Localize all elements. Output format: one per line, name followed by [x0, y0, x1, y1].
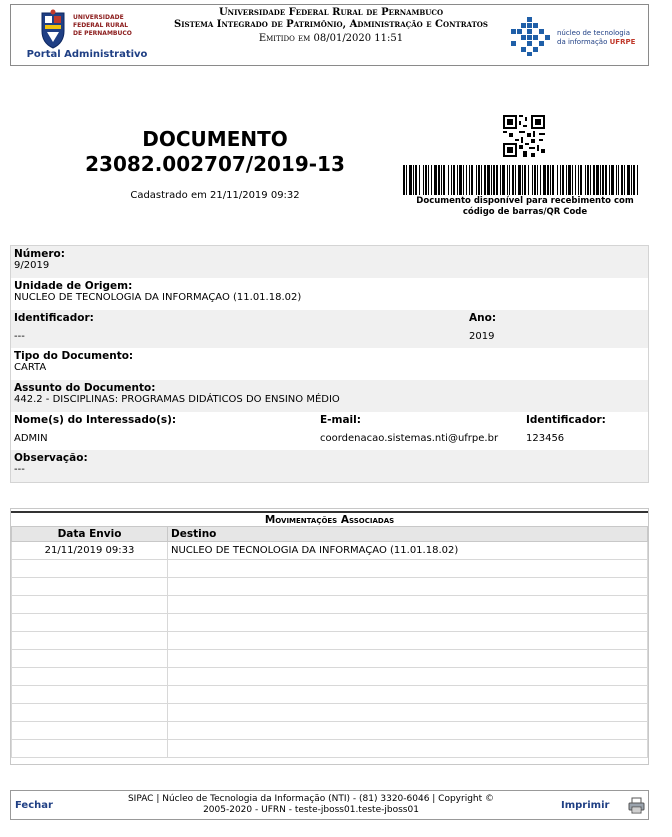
row-tipo: [11, 348, 648, 380]
assunto-label: Assunto do Documento:: [14, 382, 156, 394]
page-footer: [10, 790, 649, 820]
header-titles: [161, 7, 501, 45]
row-assunto: [11, 380, 648, 412]
col-date-header: Data Envio: [12, 527, 168, 542]
page-header: [10, 4, 649, 66]
identificador2-value: 123456: [526, 433, 565, 444]
empty-row: [12, 722, 648, 740]
nti-name: núcleo de tecnologia da informação UFRPE: [557, 29, 636, 46]
emitted-date: Emitido em 08/01/2020 11:51: [258, 33, 404, 44]
document-label: DOCUMENTO: [142, 127, 288, 151]
interessado-value: ADMIN: [14, 433, 48, 444]
empty-row: [12, 686, 648, 704]
empty-row: [12, 650, 648, 668]
identificador-value: ---: [14, 331, 25, 342]
identificador2-label: Identificador:: [526, 414, 606, 426]
numero-value: 9/2019: [14, 260, 50, 271]
row-date: 21/11/2019 09:33: [12, 542, 168, 560]
ano-value: 2019: [469, 331, 495, 342]
qr-code-icon: [503, 115, 545, 157]
document-number: 23082.002707/2019-13: [85, 152, 345, 176]
system-title: Sistema Integrado de Patrimônio, Administração e Contratos: [174, 19, 488, 30]
interessado-label: Nome(s) do Interessado(s):: [14, 414, 177, 426]
nti-logo-icon: [509, 15, 551, 57]
observacao-value: ---: [14, 464, 25, 475]
empty-row: [12, 704, 648, 722]
email-label: E-mail:: [320, 414, 361, 426]
observacao-label: Observação:: [14, 452, 88, 464]
barcode-caption: Documento disponível para recebimento com código de barras/QR Code: [416, 196, 634, 217]
identificador-label: Identificador:: [14, 312, 94, 324]
empty-row: [12, 632, 648, 650]
ufrpe-logo: [11, 5, 155, 65]
empty-row: [12, 596, 648, 614]
document-details: [10, 245, 649, 483]
unidade-label: Unidade de Origem:: [14, 280, 133, 292]
university-name: UNIVERSIDADE FEDERAL RURAL DE PERNAMBUCO: [73, 14, 132, 37]
ano-label: Ano:: [469, 312, 497, 324]
document-title: [70, 127, 360, 177]
numero-label: Número:: [14, 248, 65, 260]
col-dest-header: Destino: [168, 527, 648, 542]
registered-date: Cadastrado em 21/11/2019 09:32: [130, 190, 300, 201]
print-link[interactable]: Imprimir: [561, 800, 610, 811]
footer-line2: 2005-2020 - UFRN - teste-jboss01.teste-jboss01: [203, 805, 419, 815]
row-observacao: [11, 450, 648, 482]
row-interessado: [11, 412, 648, 450]
printer-icon[interactable]: [628, 797, 645, 814]
row-dest: NUCLEO DE TECNOLOGIA DA INFORMAÇAO (11.01.18.02): [168, 542, 648, 560]
footer-line1: SIPAC | Núcleo de Tecnologia da Informação (NTI) - (81) 3320-6046 | Copyright ©: [127, 794, 495, 804]
movements-caption: Movimentações Associadas: [11, 511, 648, 526]
tipo-label: Tipo do Documento:: [14, 350, 134, 362]
close-link[interactable]: Fechar: [15, 800, 53, 811]
row-unidade: [11, 278, 648, 310]
movements-table: [11, 526, 648, 758]
portal-title: Portal Administrativo: [26, 49, 148, 60]
footer-info: [81, 794, 541, 816]
table-row: [12, 542, 648, 560]
email-value: coordenacao.sistemas.nti@ufrpe.br: [320, 433, 499, 444]
empty-row: [12, 668, 648, 686]
university-title: Universidade Federal Rural de Pernambuco: [218, 7, 444, 18]
movements-panel: [10, 508, 649, 765]
empty-row: [12, 560, 648, 578]
row-identificador: [11, 310, 648, 348]
barcode-icon: [403, 165, 641, 195]
row-numero: [11, 246, 648, 278]
empty-row: [12, 740, 648, 758]
empty-row: [12, 614, 648, 632]
assunto-value: 442.2 - DISCIPLINAS: PROGRAMAS DIDÁTICOS DO ENSINO MÉDIO: [14, 394, 340, 405]
ufrpe-crest-icon: [39, 9, 67, 49]
unidade-value: NUCLEO DE TECNOLOGIA DA INFORMAÇAO (11.01.18.02): [14, 292, 302, 303]
empty-row: [12, 578, 648, 596]
tipo-value: CARTA: [14, 362, 47, 373]
